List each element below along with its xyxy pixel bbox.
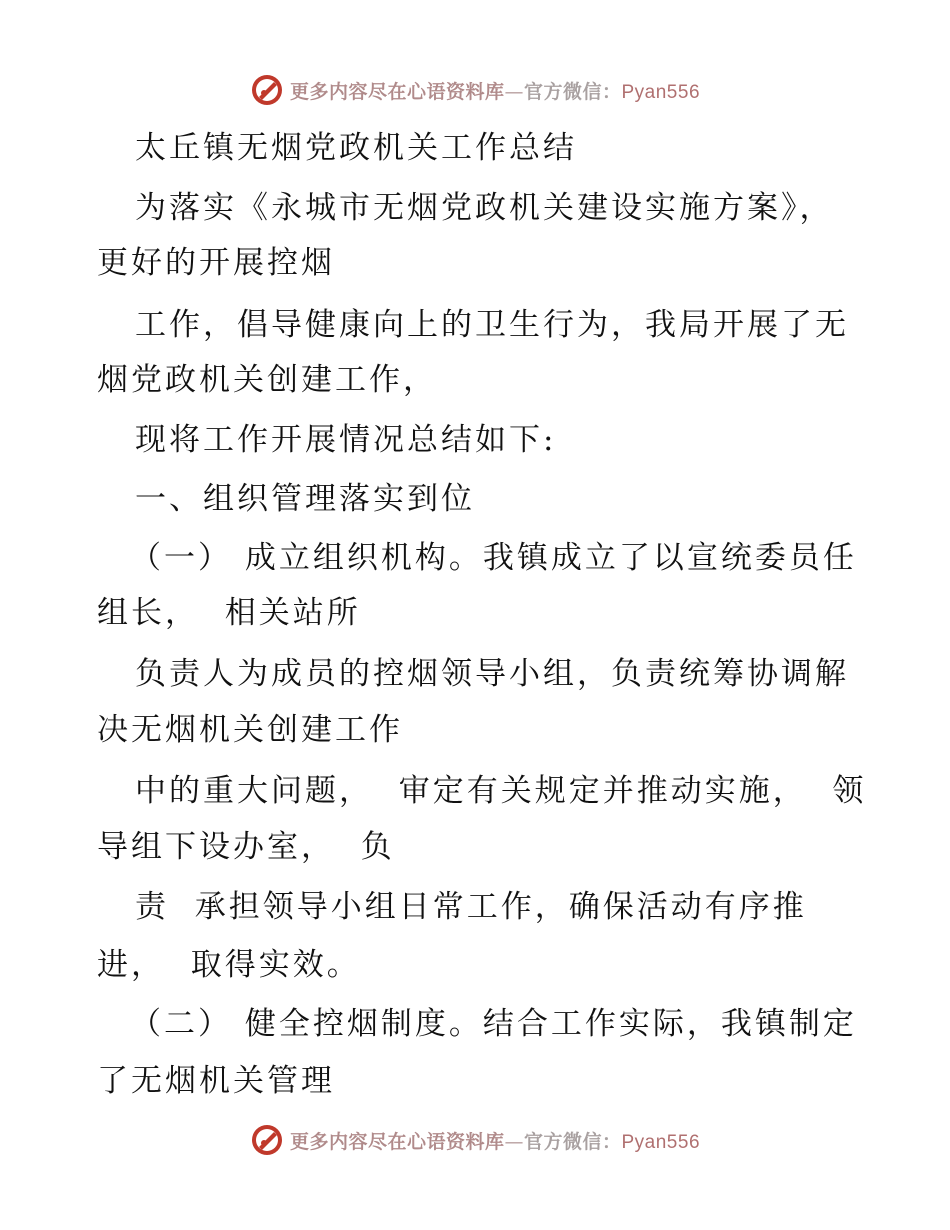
watermark-text	[290, 1127, 700, 1154]
watermark-id: Pyan556	[621, 81, 701, 103]
watermark-main: 更多内容尽在心语资料库	[289, 1130, 505, 1153]
text-line: （二） 健全控烟制度。结合工作实际，我镇制定	[130, 1006, 857, 1042]
section-heading: 一、组织管理落实到位	[135, 481, 475, 517]
text-line: 现将工作开展情况总结如下:	[135, 422, 557, 458]
text-line: 负责人为成员的控烟领导小组，负责统筹协调解	[135, 656, 849, 692]
logo-icon	[250, 73, 284, 107]
text-line: 进， 取得实效。	[97, 947, 361, 983]
watermark-footer	[0, 1120, 950, 1160]
text-line: 更好的开展控烟	[97, 245, 335, 281]
watermark-dash: —	[504, 1130, 524, 1153]
text-line: 了无烟机关管理	[97, 1063, 335, 1099]
watermark-header	[0, 70, 950, 110]
logo-icon	[250, 1123, 284, 1157]
text-line: 组长， 相关站所	[97, 595, 361, 631]
text-line: 为落实《永城市无烟党政机关建设实施方案》，	[135, 190, 834, 226]
document-title: 太丘镇无烟党政机关工作总结	[135, 130, 577, 166]
text-line: 中的重大问题， 审定有关规定并推动实施， 领	[135, 773, 867, 809]
text-line: 烟党政机关创建工作，	[97, 362, 437, 398]
watermark-official: 官方微信：	[523, 1130, 622, 1153]
text-line: 工作，倡导健康向上的卫生行为，我局开展了无	[135, 307, 849, 343]
watermark-official: 官方微信：	[523, 80, 622, 103]
watermark-main: 更多内容尽在心语资料库	[289, 80, 505, 103]
watermark-id: Pyan556	[621, 1131, 701, 1153]
text-line: 责 承担领导小组日常工作，确保活动有序推	[135, 889, 807, 925]
watermark-text	[290, 77, 700, 104]
text-line: （一） 成立组织机构。我镇成立了以宣统委员任	[130, 540, 857, 576]
text-line: 决无烟机关创建工作	[97, 712, 403, 748]
text-line: 导组下设办室， 负	[97, 829, 395, 865]
watermark-dash: —	[504, 80, 524, 103]
